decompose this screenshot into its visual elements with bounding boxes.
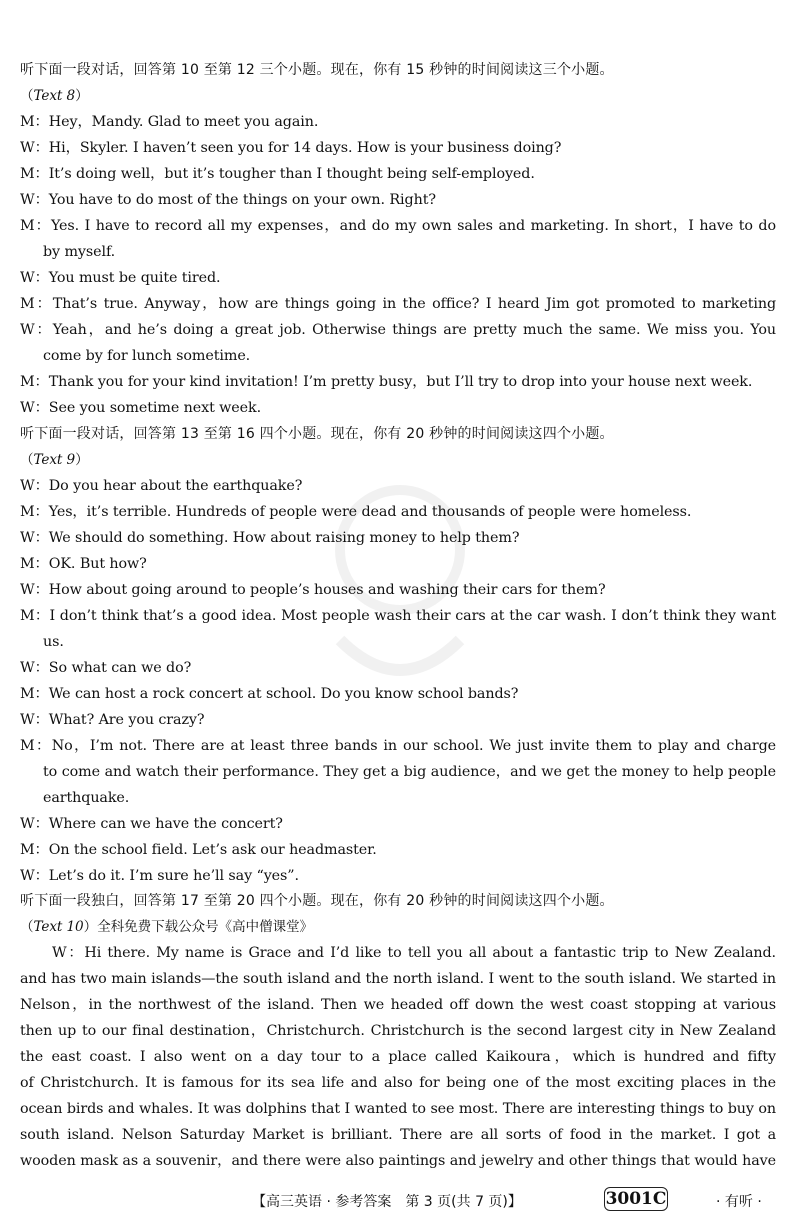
transcript-line: W：Yeah，and he’s doing a great job. Otherwise things are pretty much the same. We miss you. You [20, 322, 776, 338]
transcript-line: wooden mask as a souvenir，and there were also paintings and jewelry and other things that would have [20, 1153, 776, 1169]
transcript-line: to come and watch their performance. They get a big audience，and we get the money to help people [43, 764, 776, 780]
transcript-line: south island. Nelson Saturday Market is brilliant. There are all sorts of food in the market. I got a [20, 1127, 776, 1143]
transcript-line: M：I don’t think that’s a good idea. Most people wash their cars at the car wash. I don’t think they want [20, 608, 776, 624]
page-footer [0, 1186, 794, 1216]
text-label: （Text 8） [20, 88, 89, 104]
transcript-line: M：That’s true. Anyway，how are things going in the office? I heard Jim got promoted to marketing [20, 296, 776, 312]
transcript-line: ocean birds and whales. It was dolphins that I wanted to see most. There are interesting things to buy on [20, 1101, 776, 1117]
transcript-line: M：We can host a rock concert at school. Do you know school bands? [20, 686, 519, 702]
transcript-line: us. [43, 634, 64, 650]
transcript-line: come by for lunch sometime. [43, 348, 251, 364]
transcript-line: M：Yes，it’s terrible. Hundreds of people were dead and thousands of people were homeless. [20, 504, 692, 520]
transcript-line: M：No，I’m not. There are at least three bands in our school. We just invite them to play and charge [20, 738, 776, 754]
transcript-line: W：You must be quite tired. [20, 270, 221, 286]
transcript-line: of Christchurch. It is famous for its sea life and also for being one of the most exciting places in the [20, 1075, 776, 1091]
transcript-line: by myself. [43, 244, 116, 260]
transcript-line: the east coast. I also went on a day tour to a place called Kaikoura，which is hundred and fifty [20, 1049, 776, 1065]
section-instruction: 听下面一段独白，回答第 17 至第 20 四个小题。现在，你有 20 秒钟的时间阅读这四个小题。 [20, 893, 614, 909]
text-label: （Text 10）全科免费下载公众号《高中僧课堂》 [20, 919, 314, 935]
transcript-line: M：It’s doing well，but it’s tougher than I thought being self-employed. [20, 166, 535, 182]
section-instruction: 听下面一段对话，回答第 13 至第 16 四个小题。现在，你有 20 秒钟的时间阅读这四个小题。 [20, 426, 614, 442]
transcript-line: and has two main islands—the south island and the north island. I went to the south island. We started in [20, 971, 776, 987]
footer-title: 【高三英语 · 参考答案 第 3 页(共 7 页)】 [252, 1194, 522, 1210]
exam-code-badge: 3001C [605, 1189, 667, 1209]
transcript-line: W：We should do something. How about raising money to help them? [20, 530, 520, 546]
transcript-line: W：How about going around to people’s houses and washing their cars for them? [20, 582, 606, 598]
transcript-line: then up to our final destination，Christchurch. Christchurch is the second largest city in New Zealand [20, 1023, 776, 1039]
transcript-line: M：Thank you for your kind invitation! I’m pretty busy，but I’ll try to drop into your house next week. [20, 374, 753, 390]
transcript-line: W：Where can we have the concert? [20, 816, 283, 832]
transcript-line: W：Hi，Skyler. I haven’t seen you for 14 days. How is your business doing? [20, 140, 562, 156]
transcript-line: W：You have to do most of the things on your own. Right? [20, 192, 436, 208]
footer-brand: · 有听 · [716, 1194, 762, 1210]
transcript-line: Nelson，in the northwest of the island. Then we headed off down the west coast stopping at various [20, 997, 776, 1013]
section-instruction: 听下面一段对话，回答第 10 至第 12 三个小题。现在，你有 15 秒钟的时间阅读这三个小题。 [20, 62, 614, 78]
transcript-line: W：Do you hear about the earthquake? [20, 478, 303, 494]
text-label: （Text 9） [20, 452, 89, 468]
transcript-line: M：Yes. I have to record all my expenses，and do my own sales and marketing. In short，I have to do [20, 218, 776, 234]
transcript-line: M：OK. But how? [20, 556, 147, 572]
transcript-line: W：What? Are you crazy? [20, 712, 205, 728]
transcript-line: M：Hey，Mandy. Glad to meet you again. [20, 114, 319, 130]
transcript-line: W：See you sometime next week. [20, 400, 262, 416]
transcript-line: M：On the school field. Let’s ask our headmaster. [20, 842, 377, 858]
transcript-line: earthquake. [43, 790, 130, 806]
transcript-line: W：Hi there. My name is Grace and I’d like to tell you all about a fantastic trip to New Zealand. [52, 945, 776, 961]
transcript-line: W：Let’s do it. I’m sure he’ll say “yes”. [20, 868, 299, 884]
transcript-line: W：So what can we do? [20, 660, 192, 676]
